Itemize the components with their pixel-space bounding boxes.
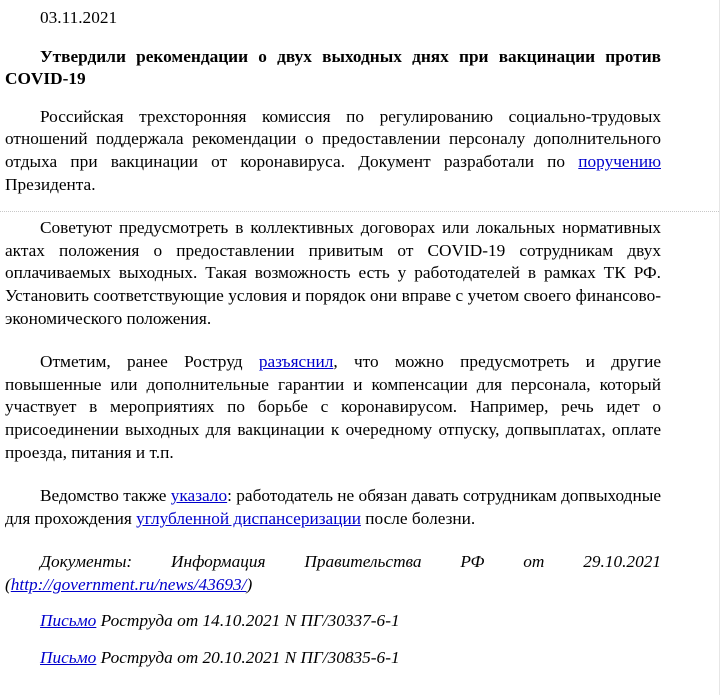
paragraph-1-text-before: Российская трехсторонняя комиссия по регулированию социально-трудовых отношений поддержала рекомендации о предоставлении персоналу дополнительного отдыха при вакцинации от коронавируса. Документ разработали по bbox=[5, 106, 661, 171]
link-instruction[interactable]: поручению bbox=[578, 151, 661, 171]
paragraph-1-text-after: Президента. bbox=[5, 174, 96, 194]
letter-1 bbox=[5, 610, 661, 633]
paragraph-4-text-middle: : работодатель не обязан давать сотрудникам допвыходные для прохождения bbox=[5, 486, 662, 528]
article-date: 03.11.2021 bbox=[40, 8, 118, 27]
dotted-separator bbox=[0, 211, 719, 212]
documents-text-after: ) bbox=[246, 574, 253, 594]
link-indicated[interactable]: указало bbox=[170, 486, 228, 506]
letter-2-text: Роструда от 20.10.2021 N ПГ/30835-6-1 bbox=[96, 648, 400, 668]
documents-source bbox=[5, 551, 661, 596]
paragraph-4-text-before: Ведомство также bbox=[40, 486, 171, 506]
paragraph-3 bbox=[5, 351, 661, 464]
link-in-depth-checkup[interactable]: углубленной диспансеризации bbox=[136, 508, 361, 528]
paragraph-1 bbox=[5, 106, 661, 196]
paragraph-3-text-after: , что можно предусмотреть и другие повышенные или дополнительные гарантии и компенсации для персонала, который участвует в мероприятиях по борьбе с коронавирусом. Например, речь идет о присоединении выходных для вакцинации к очередному отпуску, допвыплатах, оплате проезда, питания и т.п. bbox=[5, 352, 661, 462]
link-letter-1[interactable]: Письмо bbox=[40, 611, 97, 631]
documents-text-before: Документы: Информация Правительства РФ от 29.10.2021 ( bbox=[5, 552, 661, 594]
paragraph-4 bbox=[5, 485, 661, 530]
article-title: Утвердили рекомендации о двух выходных днях при вакцинации против COVID-19 bbox=[5, 46, 661, 89]
letter-1-text: Роструда от 14.10.2021 N ПГ/30337-6-1 bbox=[96, 611, 400, 631]
letter-2 bbox=[5, 647, 661, 670]
paragraph-4-text-after: после болезни. bbox=[360, 508, 476, 528]
link-government-news[interactable]: http://government.ru/news/43693/ bbox=[10, 574, 247, 594]
link-clarified[interactable]: разъяснил bbox=[258, 352, 334, 372]
paragraph-3-text-before: Отметим, ранее Роструд bbox=[40, 352, 259, 372]
page-right-border bbox=[719, 0, 720, 695]
link-letter-2[interactable]: Письмо bbox=[40, 648, 97, 668]
paragraph-2: Советуют предусмотреть в коллективных договорах или локальных нормативных актах положения о предоставлении привитым от COVID-19 сотрудникам двух оплачиваемых выходных. Такая возможность есть у работодателей в рамках ТК РФ. Установить соответствующие условия и порядок они вправе с учетом своего финансово-экономического положения. bbox=[5, 218, 661, 328]
